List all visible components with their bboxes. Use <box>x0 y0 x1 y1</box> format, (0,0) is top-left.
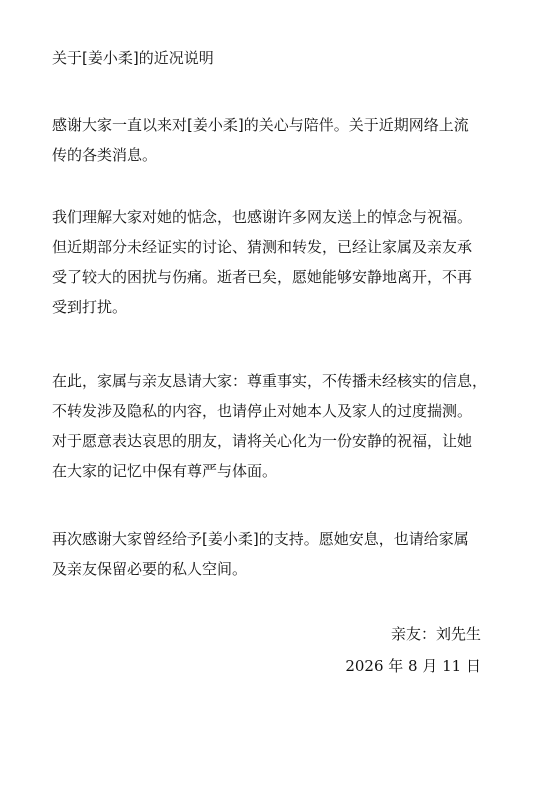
paragraph-4 <box>52 524 488 584</box>
paragraph-line: 及亲友保留必要的私人空间。 <box>52 560 248 578</box>
paragraph-line: 在此，家属与亲友恳请大家：尊重事实，不传播未经核实的信息， <box>52 372 488 390</box>
paragraph-line: 传的各类消息。 <box>52 146 158 164</box>
paragraph-line: 我们理解大家对她的惦念，也感谢许多网友送上的悼念与祝福。 <box>52 208 473 226</box>
paragraph-line: 但近期部分未经证实的讨论、猜测和转发，已经让家属及亲友承 <box>52 238 473 256</box>
paragraph-line: 对于愿意表达哀思的朋友，请将关心化为一份安静的祝福，让她 <box>52 432 473 450</box>
paragraph-line: 受了较大的困扰与伤痛。逝者已矣，愿她能够安静地离开，不再 <box>52 268 473 286</box>
paragraph-line: 受到打扰。 <box>52 298 128 316</box>
signature: 亲友：刘先生 <box>390 625 481 643</box>
paragraph-2 <box>52 202 488 322</box>
paragraph-3 <box>52 366 488 486</box>
paragraph-line: 不转发涉及隐私的内容，也请停止对她本人及家人的过度揣测。 <box>52 402 473 420</box>
paragraph-line: 感谢大家一直以来对[姜小柔]的关心与陪伴。关于近期网络上流 <box>52 116 469 134</box>
paragraph-1 <box>52 110 488 170</box>
document-date: 2026 年 8 月 11 日 <box>345 657 481 675</box>
paragraph-line: 在大家的记忆中保有尊严与体面。 <box>52 462 278 480</box>
paragraph-line: 再次感谢大家曾经给予[姜小柔]的支持。愿她安息，也请给家属 <box>52 530 469 548</box>
document-title: 关于[姜小柔]的近况说明 <box>52 49 214 67</box>
